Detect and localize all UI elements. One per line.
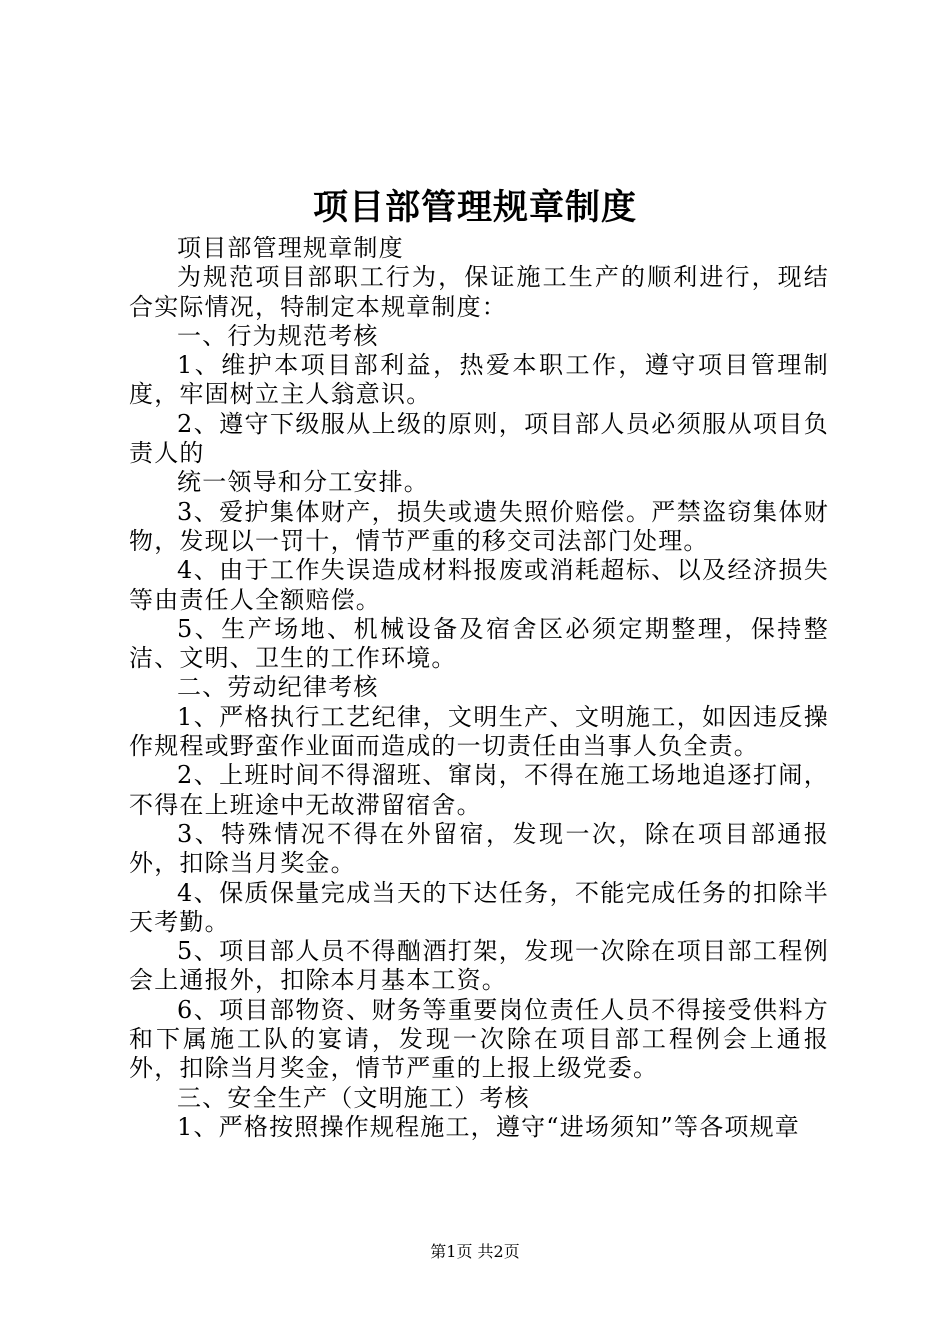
paragraph: 3、爱护集体财产，损失或遗失照价赔偿。严禁盗窃集体财物，发现以一罚十，情节严重的移交司法部门处理。 <box>129 497 829 555</box>
paragraph: 为规范项目部职工行为，保证施工生产的顺利进行，现结合实际情况，特制定本规章制度： <box>129 263 829 321</box>
document-title: 项目部管理规章制度 <box>312 187 637 228</box>
paragraph: 1、维护本项目部利益，热爱本职工作，遵守项目管理制度，牢固树立主人翁意识。 <box>129 351 829 409</box>
paragraph: 4、保质保量完成当天的下达任务，不能完成任务的扣除半天考勤。 <box>129 878 829 936</box>
paragraph: 1、严格按照操作规程施工，遵守“进场须知”等各项规章 <box>177 1112 801 1141</box>
page-footer: 第1页 共2页 <box>430 1242 520 1261</box>
paragraph: 3、特殊情况不得在外留宿，发现一次，除在项目部通报外，扣除当月奖金。 <box>129 819 829 878</box>
paragraph: 4、由于工作失误造成材料报废或消耗超标、以及经济损失等由责任人全额赔偿。 <box>129 556 829 614</box>
section-heading: 二、劳动纪律考核 <box>177 673 379 702</box>
paragraph: 6、项目部物资、财务等重要岗位责任人员不得接受供料方和下属施工队的宴请，发现一次除在项目部工程例会上通报外，扣除当月奖金，情节严重的上报上级党委。 <box>129 995 829 1083</box>
section-heading: 一、行为规范考核 <box>177 321 379 350</box>
section-heading: 三、安全生产（文明施工）考核 <box>177 1083 530 1112</box>
paragraph: 2、遵守下级服从上级的原则，项目部人员必须服从项目负责人的 <box>129 409 829 468</box>
paragraph: 项目部管理规章制度 <box>177 234 404 262</box>
paragraph: 统一领导和分工安排。 <box>177 468 429 497</box>
paragraph: 2、上班时间不得溜班、窜岗，不得在施工场地追逐打闹，不得在上班途中无故滞留宿舍。 <box>129 761 829 819</box>
paragraph: 1、严格执行工艺纪律，文明生产、文明施工，如因违反操作规程或野蛮作业面而造成的一切责任由当事人负全责。 <box>129 702 829 761</box>
document-body <box>129 234 829 1142</box>
paragraph: 5、项目部人员不得酗酒打架，发现一次除在项目部工程例会上通报外，扣除本月基本工资。 <box>129 937 829 995</box>
paragraph: 5、生产场地、机械设备及宿舍区必须定期整理，保持整洁、文明、卫生的工作环境。 <box>129 614 829 673</box>
